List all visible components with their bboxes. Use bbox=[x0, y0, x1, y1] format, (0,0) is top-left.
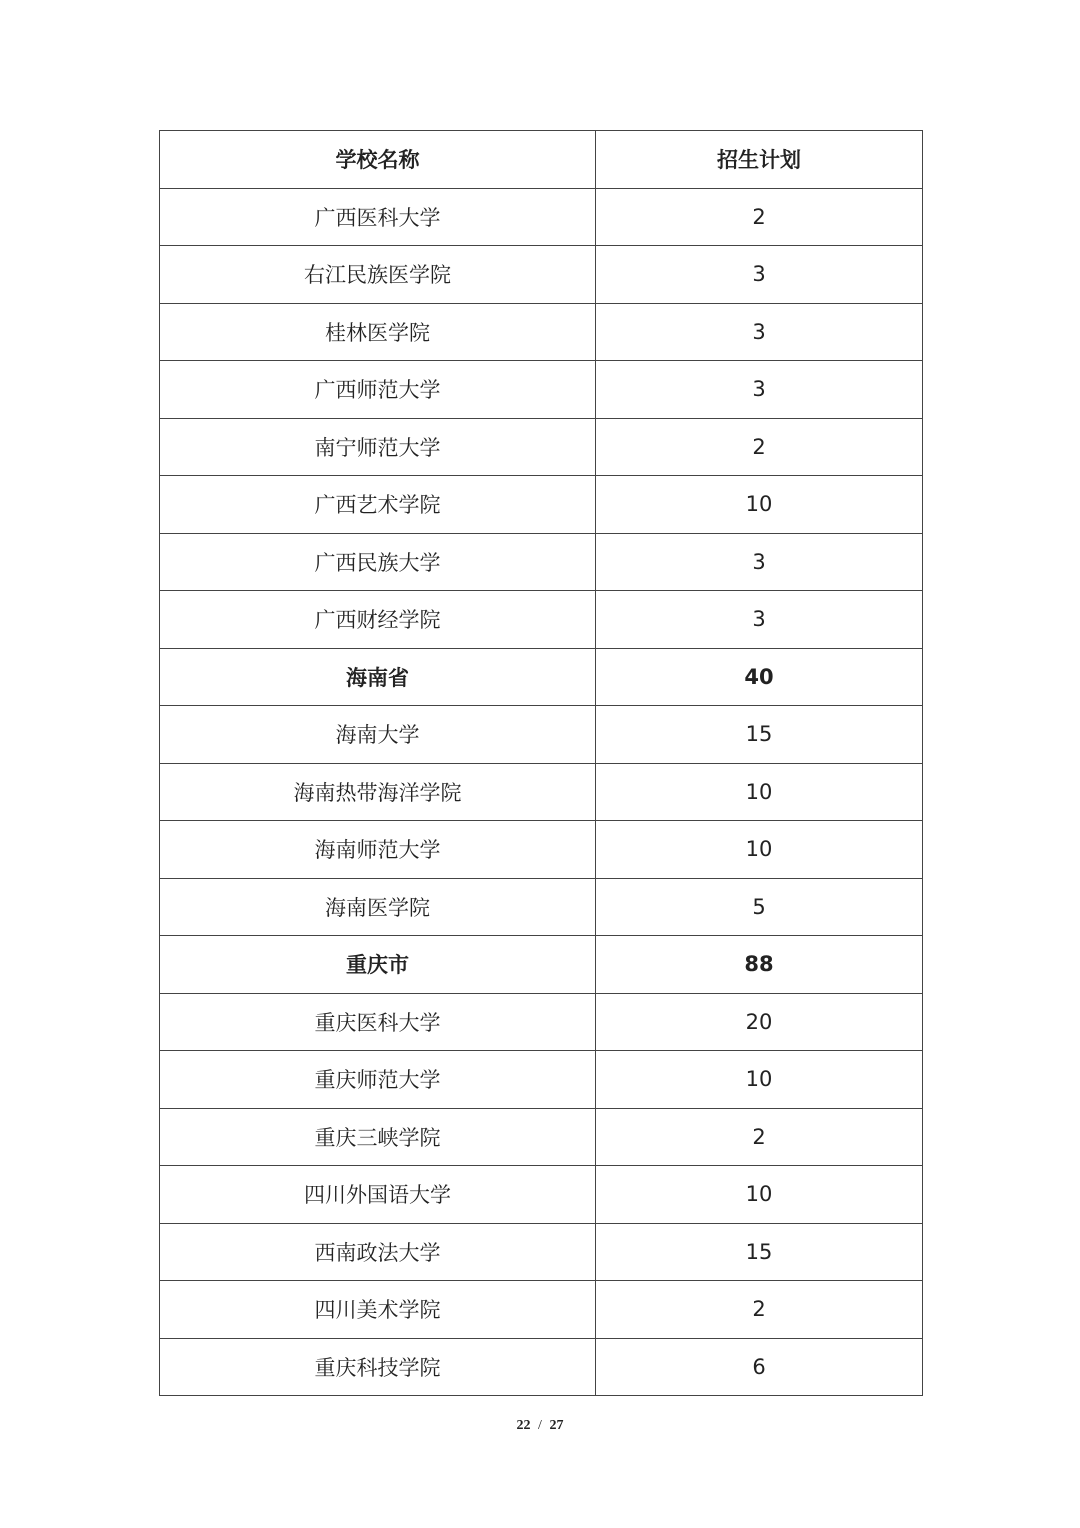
plan-count-cell: 10 bbox=[596, 821, 923, 879]
plan-count-cell: 20 bbox=[596, 993, 923, 1051]
plan-count-cell: 2 bbox=[596, 188, 923, 246]
plan-count-cell: 3 bbox=[596, 361, 923, 419]
table-row bbox=[160, 1051, 923, 1109]
school-name-cell: 海南大学 bbox=[160, 706, 596, 764]
plan-count-cell: 10 bbox=[596, 763, 923, 821]
region-name-cell: 重庆市 bbox=[160, 936, 596, 994]
plan-count-cell: 15 bbox=[596, 706, 923, 764]
school-name-cell: 重庆医科大学 bbox=[160, 993, 596, 1051]
plan-count-cell: 15 bbox=[596, 1223, 923, 1281]
school-name-cell: 海南热带海洋学院 bbox=[160, 763, 596, 821]
school-name-cell: 西南政法大学 bbox=[160, 1223, 596, 1281]
table-row bbox=[160, 476, 923, 534]
school-name-cell: 重庆三峡学院 bbox=[160, 1108, 596, 1166]
plan-count-cell: 3 bbox=[596, 246, 923, 304]
school-name-cell: 广西医科大学 bbox=[160, 188, 596, 246]
table-row bbox=[160, 993, 923, 1051]
table-row bbox=[160, 1223, 923, 1281]
school-name-cell: 重庆科技学院 bbox=[160, 1338, 596, 1396]
region-total-cell: 88 bbox=[596, 936, 923, 994]
school-name-cell: 广西民族大学 bbox=[160, 533, 596, 591]
table-group-row bbox=[160, 648, 923, 706]
table-row bbox=[160, 1108, 923, 1166]
table-body bbox=[160, 188, 923, 1396]
header-school-name: 学校名称 bbox=[160, 131, 596, 189]
table-row bbox=[160, 878, 923, 936]
table-group-row bbox=[160, 936, 923, 994]
table-row bbox=[160, 821, 923, 879]
school-name-cell: 桂林医学院 bbox=[160, 303, 596, 361]
table-row bbox=[160, 361, 923, 419]
plan-count-cell: 6 bbox=[596, 1338, 923, 1396]
plan-count-cell: 10 bbox=[596, 1166, 923, 1224]
school-name-cell: 海南医学院 bbox=[160, 878, 596, 936]
page-number bbox=[0, 1418, 1080, 1434]
table-header-row bbox=[160, 131, 923, 189]
school-name-cell: 重庆师范大学 bbox=[160, 1051, 596, 1109]
school-name-cell: 四川外国语大学 bbox=[160, 1166, 596, 1224]
page-separator: / bbox=[538, 1418, 542, 1433]
school-name-cell: 广西艺术学院 bbox=[160, 476, 596, 534]
plan-count-cell: 2 bbox=[596, 1108, 923, 1166]
plan-count-cell: 3 bbox=[596, 591, 923, 649]
plan-count-cell: 2 bbox=[596, 1281, 923, 1339]
plan-count-cell: 3 bbox=[596, 533, 923, 591]
plan-count-cell: 10 bbox=[596, 1051, 923, 1109]
table-row bbox=[160, 303, 923, 361]
plan-count-cell: 5 bbox=[596, 878, 923, 936]
total-pages: 27 bbox=[549, 1418, 564, 1433]
table-row bbox=[160, 418, 923, 476]
enrollment-plan-table bbox=[159, 130, 923, 1396]
plan-count-cell: 10 bbox=[596, 476, 923, 534]
table-row bbox=[160, 246, 923, 304]
school-name-cell: 右江民族医学院 bbox=[160, 246, 596, 304]
table-row bbox=[160, 1281, 923, 1339]
school-name-cell: 南宁师范大学 bbox=[160, 418, 596, 476]
table-row bbox=[160, 188, 923, 246]
school-name-cell: 四川美术学院 bbox=[160, 1281, 596, 1339]
plan-count-cell: 3 bbox=[596, 303, 923, 361]
table-row bbox=[160, 591, 923, 649]
school-name-cell: 广西师范大学 bbox=[160, 361, 596, 419]
table-row bbox=[160, 533, 923, 591]
school-name-cell: 海南师范大学 bbox=[160, 821, 596, 879]
current-page: 22 bbox=[516, 1418, 531, 1433]
table-row bbox=[160, 763, 923, 821]
region-total-cell: 40 bbox=[596, 648, 923, 706]
table-row bbox=[160, 1338, 923, 1396]
school-name-cell: 广西财经学院 bbox=[160, 591, 596, 649]
plan-count-cell: 2 bbox=[596, 418, 923, 476]
table-row bbox=[160, 706, 923, 764]
header-enrollment-plan: 招生计划 bbox=[596, 131, 923, 189]
region-name-cell: 海南省 bbox=[160, 648, 596, 706]
table-row bbox=[160, 1166, 923, 1224]
